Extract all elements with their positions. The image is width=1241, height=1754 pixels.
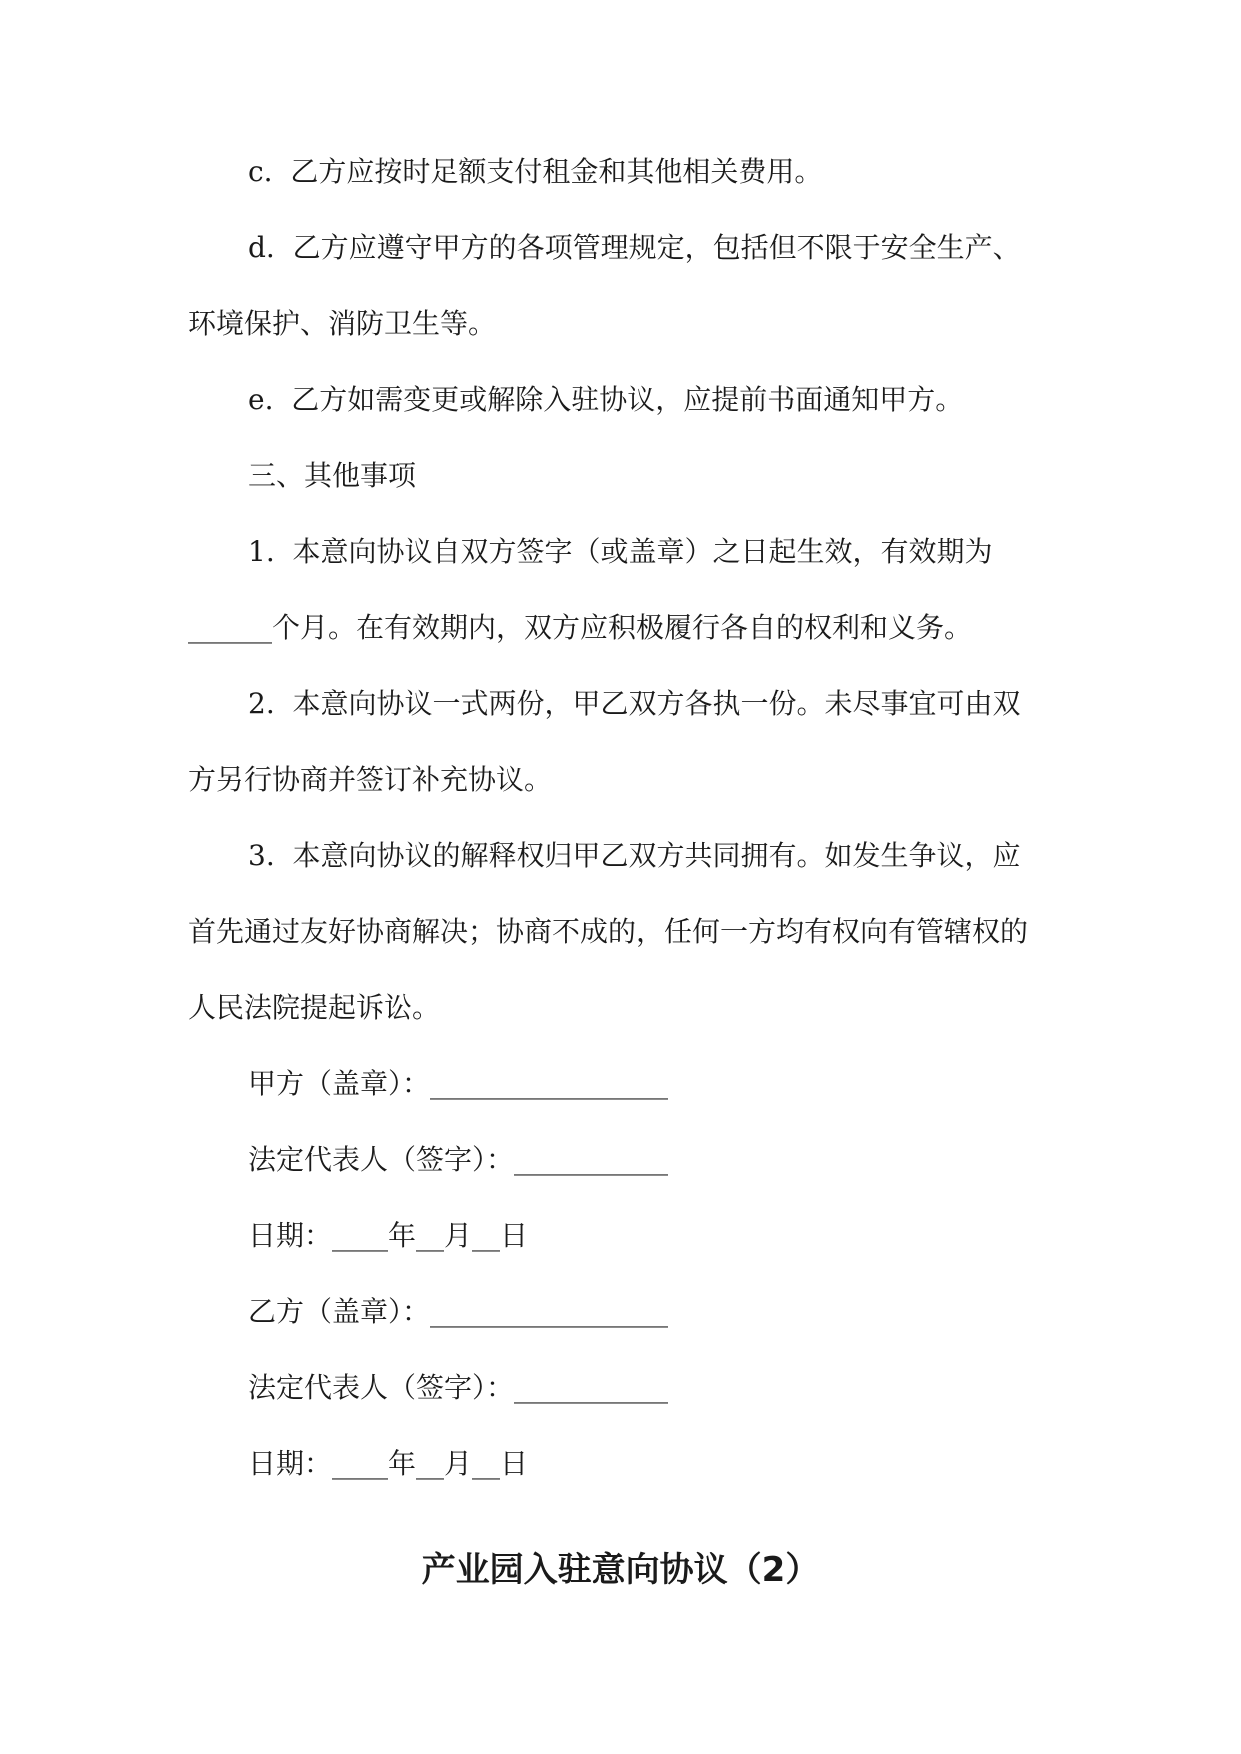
- party-a-seal: 甲方（盖章）：_________________: [248, 1067, 669, 1100]
- item-2-line1: 2. 本意向协议一式两份，甲乙双方各执一份。未尽事宜可由双: [248, 687, 1021, 720]
- item-3-line3: 人民法院提起诉讼。: [188, 991, 441, 1024]
- item-3-line2: 首先通过友好协商解决；协商不成的，任何一方均有权向有管辖权的: [188, 915, 1029, 948]
- section-title: 产业园入驻意向协议（2）: [421, 1550, 820, 1590]
- section-heading-other: 三、其他事项: [248, 459, 417, 492]
- party-b-representative: 法定代表人（签字）：___________: [248, 1371, 669, 1404]
- party-b-seal: 乙方（盖章）：_________________: [248, 1295, 669, 1328]
- clause-c: c. 乙方应按时足额支付租金和其他相关费用。: [248, 155, 823, 188]
- party-a-date: 日期：____年__月__日: [248, 1219, 529, 1252]
- party-b-date: 日期：____年__月__日: [248, 1447, 529, 1480]
- item-1-line1: 1. 本意向协议自双方签字（或盖章）之日起生效，有效期为: [248, 535, 993, 568]
- item-1-line2: ______个月。在有效期内，双方应积极履行各自的权利和义务。: [188, 611, 973, 644]
- item-2-line2: 方另行协商并签订补充协议。: [188, 763, 553, 796]
- clause-d-line1: d. 乙方应遵守甲方的各项管理规定，包括但不限于安全生产、: [248, 231, 1021, 264]
- item-3-line1: 3. 本意向协议的解释权归甲乙双方共同拥有。如发生争议，应: [248, 839, 1021, 872]
- clause-e: e. 乙方如需变更或解除入驻协议，应提前书面通知甲方。: [248, 383, 964, 416]
- party-a-representative: 法定代表人（签字）：___________: [248, 1143, 669, 1176]
- clause-d-line2: 环境保护、消防卫生等。: [188, 307, 497, 340]
